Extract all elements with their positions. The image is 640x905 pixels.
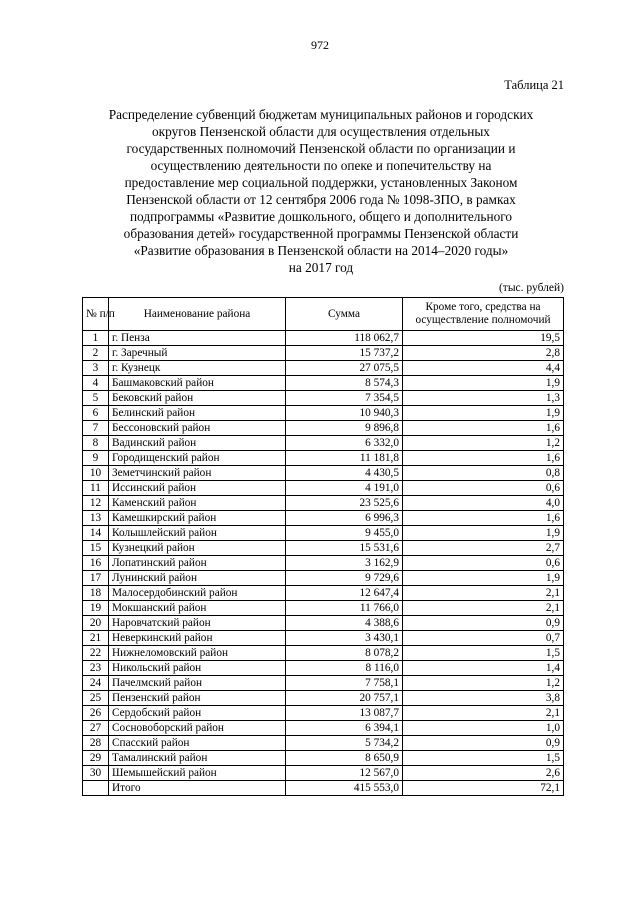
header-sum: Сумма	[286, 298, 403, 331]
row-sum: 8 650,9	[286, 751, 403, 766]
row-num: 1	[83, 331, 109, 346]
table-row	[83, 421, 564, 436]
row-sum: 12 567,0	[286, 766, 403, 781]
units-note: (тыс. рублей)	[498, 282, 564, 294]
row-sum: 13 087,7	[286, 706, 403, 721]
row-name: Нижнеломовский район	[109, 646, 286, 661]
row-name: Никольский район	[109, 661, 286, 676]
title-line: предоставление мер социальной поддержки, установленных Законом	[124, 175, 518, 190]
row-num: 17	[83, 571, 109, 586]
row-num: 3	[83, 361, 109, 376]
total-label: Итого	[109, 781, 286, 796]
table-row	[83, 736, 564, 751]
table-row	[83, 376, 564, 391]
title-line: государственных полномочий Пензенской области по организации и	[126, 141, 516, 156]
header-extra: Кроме того, средства на осуществление полномочий	[403, 298, 564, 331]
row-extra: 0,7	[403, 631, 564, 646]
table-row	[83, 721, 564, 736]
row-sum: 11 181,8	[286, 451, 403, 466]
row-sum: 15 531,6	[286, 541, 403, 556]
row-sum: 9 896,8	[286, 421, 403, 436]
row-num: 7	[83, 421, 109, 436]
row-name: Лопатинский район	[109, 556, 286, 571]
title-line: «Развитие образования в Пензенской области на 2014–2020 годы»	[133, 243, 509, 258]
row-name: Бессоновский район	[109, 421, 286, 436]
row-name: Земетчинский район	[109, 466, 286, 481]
row-name: Мокшанский район	[109, 601, 286, 616]
row-num: 15	[83, 541, 109, 556]
row-name: Тамалинский район	[109, 751, 286, 766]
table-row	[83, 601, 564, 616]
header-num: № п/п	[83, 298, 109, 331]
row-extra: 0,8	[403, 466, 564, 481]
table-body	[83, 331, 564, 781]
row-name: Пачелмский район	[109, 676, 286, 691]
header-name: Наименование района	[109, 298, 286, 331]
subvention-table	[82, 297, 564, 796]
title-line: на 2017 год	[288, 260, 354, 275]
row-num: 8	[83, 436, 109, 451]
row-extra: 2,8	[403, 346, 564, 361]
table-row	[83, 391, 564, 406]
row-extra: 0,6	[403, 556, 564, 571]
row-extra: 3,8	[403, 691, 564, 706]
table-row	[83, 406, 564, 421]
table-row	[83, 676, 564, 691]
row-num: 16	[83, 556, 109, 571]
row-sum: 12 647,4	[286, 586, 403, 601]
row-num: 9	[83, 451, 109, 466]
row-sum: 3 430,1	[286, 631, 403, 646]
table-row	[83, 481, 564, 496]
row-num: 21	[83, 631, 109, 646]
row-name: Сосновоборский район	[109, 721, 286, 736]
row-name: Шемышейский район	[109, 766, 286, 781]
row-extra: 1,4	[403, 661, 564, 676]
row-name: Пензенский район	[109, 691, 286, 706]
row-extra: 19,5	[403, 331, 564, 346]
row-num: 27	[83, 721, 109, 736]
table-row	[83, 496, 564, 511]
row-sum: 27 075,5	[286, 361, 403, 376]
table-reference: Таблица 21	[504, 78, 564, 92]
table-row	[83, 436, 564, 451]
row-extra: 1,0	[403, 721, 564, 736]
row-num: 2	[83, 346, 109, 361]
row-extra: 1,9	[403, 406, 564, 421]
row-sum: 7 354,5	[286, 391, 403, 406]
total-sum: 415 553,0	[286, 781, 403, 796]
page-number: 972	[311, 38, 329, 52]
row-sum: 118 062,7	[286, 331, 403, 346]
document-title	[78, 106, 564, 276]
row-num: 20	[83, 616, 109, 631]
row-name: Бековский район	[109, 391, 286, 406]
row-name: Городищенский район	[109, 451, 286, 466]
title-line: Распределение субвенций бюджетам муниципальных районов и городских	[108, 107, 534, 122]
row-sum: 8 116,0	[286, 661, 403, 676]
table-row	[83, 631, 564, 646]
total-extra: 72,1	[403, 781, 564, 796]
table-row	[83, 331, 564, 346]
row-sum: 10 940,3	[286, 406, 403, 421]
table-row	[83, 466, 564, 481]
row-name: Колышлейский район	[109, 526, 286, 541]
table-row	[83, 541, 564, 556]
row-name: Лунинский район	[109, 571, 286, 586]
row-extra: 1,9	[403, 376, 564, 391]
row-sum: 4 430,5	[286, 466, 403, 481]
table-row	[83, 616, 564, 631]
row-extra: 1,9	[403, 571, 564, 586]
row-sum: 4 191,0	[286, 481, 403, 496]
row-sum: 6 332,0	[286, 436, 403, 451]
row-sum: 7 758,1	[286, 676, 403, 691]
row-extra: 2,6	[403, 766, 564, 781]
row-name: Неверкинский район	[109, 631, 286, 646]
row-extra: 1,6	[403, 421, 564, 436]
row-num: 29	[83, 751, 109, 766]
row-extra: 1,2	[403, 436, 564, 451]
row-num: 12	[83, 496, 109, 511]
row-name: Спасский район	[109, 736, 286, 751]
row-extra: 2,1	[403, 601, 564, 616]
row-sum: 6 996,3	[286, 511, 403, 526]
row-num: 26	[83, 706, 109, 721]
row-name: г. Кузнецк	[109, 361, 286, 376]
row-extra: 2,1	[403, 586, 564, 601]
row-num: 11	[83, 481, 109, 496]
row-num: 13	[83, 511, 109, 526]
total-num-cell	[83, 781, 109, 796]
row-extra: 1,9	[403, 526, 564, 541]
row-extra: 4,4	[403, 361, 564, 376]
row-num: 30	[83, 766, 109, 781]
row-extra: 1,6	[403, 511, 564, 526]
row-sum: 6 394,1	[286, 721, 403, 736]
table-row	[83, 526, 564, 541]
row-extra: 1,5	[403, 646, 564, 661]
row-extra: 2,1	[403, 706, 564, 721]
row-name: Каменский район	[109, 496, 286, 511]
title-line: образования детей» государственной программы Пензенской области	[123, 226, 519, 241]
row-sum: 9 729,6	[286, 571, 403, 586]
row-num: 25	[83, 691, 109, 706]
row-extra: 4,0	[403, 496, 564, 511]
row-name: Камешкирский район	[109, 511, 286, 526]
table-row	[83, 451, 564, 466]
row-name: Малосердобинский район	[109, 586, 286, 601]
table-row	[83, 751, 564, 766]
row-name: Иссинский район	[109, 481, 286, 496]
row-sum: 15 737,2	[286, 346, 403, 361]
table-row	[83, 346, 564, 361]
row-sum: 9 455,0	[286, 526, 403, 541]
table-row	[83, 706, 564, 721]
row-name: г. Заречный	[109, 346, 286, 361]
row-num: 23	[83, 661, 109, 676]
row-extra: 0,9	[403, 616, 564, 631]
table-row	[83, 556, 564, 571]
row-extra: 0,6	[403, 481, 564, 496]
title-line: округов Пензенской области для осуществления отдельных	[152, 124, 490, 139]
row-num: 14	[83, 526, 109, 541]
row-num: 10	[83, 466, 109, 481]
table-row	[83, 511, 564, 526]
row-name: Белинский район	[109, 406, 286, 421]
row-extra: 1,6	[403, 451, 564, 466]
row-sum: 5 734,2	[286, 736, 403, 751]
table-row	[83, 586, 564, 601]
table-row	[83, 361, 564, 376]
total-row	[83, 781, 564, 796]
row-sum: 4 388,6	[286, 616, 403, 631]
table-row	[83, 661, 564, 676]
row-name: Башмаковский район	[109, 376, 286, 391]
row-sum: 23 525,6	[286, 496, 403, 511]
row-num: 4	[83, 376, 109, 391]
title-line: осуществлению деятельности по опеке и попечительству на	[150, 158, 492, 173]
row-num: 24	[83, 676, 109, 691]
row-extra: 2,7	[403, 541, 564, 556]
row-name: Сердобский район	[109, 706, 286, 721]
row-num: 18	[83, 586, 109, 601]
row-name: Кузнецкий район	[109, 541, 286, 556]
table-header-row	[83, 298, 564, 331]
row-num: 28	[83, 736, 109, 751]
table-row	[83, 691, 564, 706]
row-name: г. Пенза	[109, 331, 286, 346]
row-name: Наровчатский район	[109, 616, 286, 631]
row-sum: 8 078,2	[286, 646, 403, 661]
row-name: Вадинский район	[109, 436, 286, 451]
row-num: 5	[83, 391, 109, 406]
row-num: 22	[83, 646, 109, 661]
row-sum: 3 162,9	[286, 556, 403, 571]
row-sum: 20 757,1	[286, 691, 403, 706]
row-extra: 0,9	[403, 736, 564, 751]
row-num: 19	[83, 601, 109, 616]
row-extra: 1,5	[403, 751, 564, 766]
row-extra: 1,2	[403, 676, 564, 691]
row-sum: 11 766,0	[286, 601, 403, 616]
title-line: Пензенской области от 12 сентября 2006 года № 1098-ЗПО, в рамках	[126, 192, 516, 207]
table-row	[83, 646, 564, 661]
title-line: подпрограммы «Развитие дошкольного, общего и дополнительного	[129, 209, 513, 224]
row-extra: 1,3	[403, 391, 564, 406]
row-num: 6	[83, 406, 109, 421]
table-row	[83, 571, 564, 586]
table-row	[83, 766, 564, 781]
row-sum: 8 574,3	[286, 376, 403, 391]
